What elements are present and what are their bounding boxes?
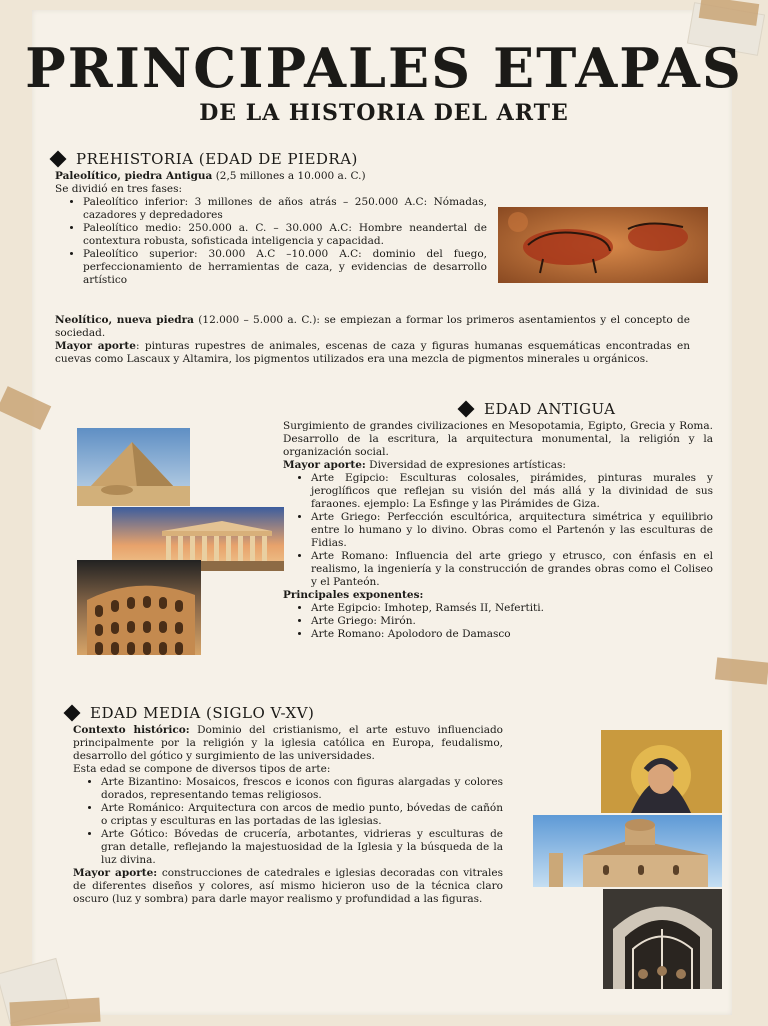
heading-text: PREHISTORIA (EDAD DE PIEDRA) <box>76 150 358 168</box>
diamond-bullet-icon <box>64 705 81 722</box>
aporte-label: Mayor aporte: <box>73 867 158 879</box>
page-subtitle: DE LA HISTORIA DEL ARTE <box>199 100 569 126</box>
aporte-label: Mayor aporte: <box>283 459 366 471</box>
exponentes-heading <box>283 589 713 602</box>
list-item: • Arte Bizantino: Mosaicos, frescos e iconos con figuras alargadas y colores dorados, representando temas religiosos. <box>101 776 503 802</box>
diamond-bullet-icon <box>50 151 67 168</box>
list-item: • Arte Románico: Arquitectura con arcos de medio punto, bóvedas de cañón o criptas y esculturas en las portadas de las iglesias. <box>101 802 503 828</box>
media-list <box>73 776 503 867</box>
neolitico-text: (12.000 – 5.000 a. C.): se empiezan a formar los primeros asentamientos y el concepto de sociedad. <box>55 314 690 339</box>
contexto-label: Contexto histórico: <box>73 724 190 736</box>
list-item: • Paleolítico superior: 30.000 A.C –10.000 A.C: dominio del fuego, perfeccionamiento de herramientas de caza, y evidencias de desarrollo artístico <box>83 248 487 287</box>
heading-text: EDAD MEDIA (SIGLO V-XV) <box>90 704 315 722</box>
list-item: • Paleolítico inferior: 3 millones de años atrás – 250.000 A.C: Nómadas, cazadores y depredadores <box>83 196 487 222</box>
contexto-text: Dominio del cristianismo, el arte estuvo influenciado principalmente por la religión y la iglesia católica en Europa, feudalismo, desarrollo del gótico y surgimiento de las universidades. <box>73 724 503 762</box>
gothic-arch-icon <box>603 889 722 989</box>
section-heading-antigua <box>460 400 616 418</box>
church-icon <box>533 815 722 887</box>
prehistoria-aporte <box>55 340 690 366</box>
exponentes-label: Principales exponentes: <box>283 589 424 601</box>
antigua-list <box>283 472 713 589</box>
antigua-text <box>283 420 713 641</box>
aporte-text: : pinturas rupestres de animales, escenas de caza y figuras humanas esquemáticas encontradas en cuevas como Lascaux y Altamira, los pigmentos utilizados era una mezcla de pigmentos minerales u orgánicos. <box>55 340 690 365</box>
colosseum-image <box>77 560 201 655</box>
fases-list <box>55 196 487 287</box>
paleolitico-label: Paleolítico, piedra Antigua <box>55 170 213 182</box>
diamond-bullet-icon <box>458 401 475 418</box>
list-item: • Arte Romano: Apolodoro de Damasco <box>311 628 713 641</box>
list-item: • Arte Gótico: Bóvedas de crucería, arbotantes, vidrieras y esculturas de gran detalle, reflejando la majestuosidad de la Iglesia y la búsqueda de la luz divina. <box>101 828 503 867</box>
section-heading-media <box>66 704 314 722</box>
list-item: • Arte Egipcio: Imhotep, Ramsés II, Nefertiti. <box>311 602 713 615</box>
byzantine-mosaic-image <box>601 730 722 813</box>
romanesque-church-image <box>533 815 722 887</box>
list-item: • Arte Egipcio: Esculturas colosales, pirámides, pinturas murales y jeroglíficos que reflejan su visión del más allá y la divinidad de sus faraones. ejemplo: La Esfinge y las Pirámides de Giza. <box>311 472 713 511</box>
aporte-label: Mayor aporte <box>55 340 136 352</box>
list-item: • Arte Griego: Perfección escultórica, arquitectura simétrica y equilibrio entre lo humano y lo divino. Obras como el Partenón y las esculturas de Fidias. <box>311 511 713 550</box>
antigua-aporte <box>283 459 713 472</box>
neolitico-paragraph <box>55 314 690 340</box>
tipos-intro: Esta edad se compone de diversos tipos de arte: <box>73 763 331 775</box>
list-item: • Arte Romano: Influencia del arte griego y etrusco, con énfasis en el realismo, la ingeniería y la construcción de grandes obras como el Coliseo y el Panteón. <box>311 550 713 589</box>
pyramid-icon <box>77 428 190 506</box>
prehistoria-text-top <box>55 170 487 287</box>
gothic-arch-image <box>603 889 722 989</box>
media-text <box>73 724 503 906</box>
tape-bottom-left <box>9 998 100 1026</box>
list-item: • Arte Griego: Mirón. <box>311 615 713 628</box>
exponentes-list <box>283 602 713 641</box>
section-heading-prehistoria <box>52 150 358 168</box>
aporte-text: Diversidad de expresiones artísticas: <box>365 459 566 471</box>
heading-text: EDAD ANTIGUA <box>484 400 616 418</box>
neolitico-label: Neolítico, nueva piedra <box>55 314 194 326</box>
cave-painting-image <box>498 207 708 283</box>
cave-painting-icon <box>498 207 708 283</box>
paleolitico-line <box>55 170 487 183</box>
paleolitico-dates: (2,5 millones a 10.000 a. C.) <box>212 170 366 182</box>
fases-intro: Se dividió en tres fases: <box>55 183 183 195</box>
media-aporte <box>73 867 503 906</box>
colosseum-icon <box>77 560 201 655</box>
prehistoria-text-bottom <box>55 314 690 366</box>
mosaic-icon <box>601 730 722 813</box>
page-title: PRINCIPALES ETAPAS <box>25 36 743 100</box>
pyramids-image <box>77 428 190 506</box>
aporte-text: construcciones de catedrales e iglesias decoradas con vitrales de diferentes diseños y colores, así mismo hicieron uso de la técnica claro oscuro (luz y sombra) para darle mayor realismo y profundidad a las figuras. <box>73 867 503 905</box>
media-contexto <box>73 724 503 763</box>
list-item: • Paleolítico medio: 250.000 a. C. – 30.000 A.C: Hombre neandertal de contextura robusta, sofisticada inteligencia y capacidad. <box>83 222 487 248</box>
antigua-intro: Surgimiento de grandes civilizaciones en Mesopotamia, Egipto, Grecia y Roma. Desarrollo de la escritura, la arquitectura monumental, la religión y la organización social. <box>283 420 713 458</box>
